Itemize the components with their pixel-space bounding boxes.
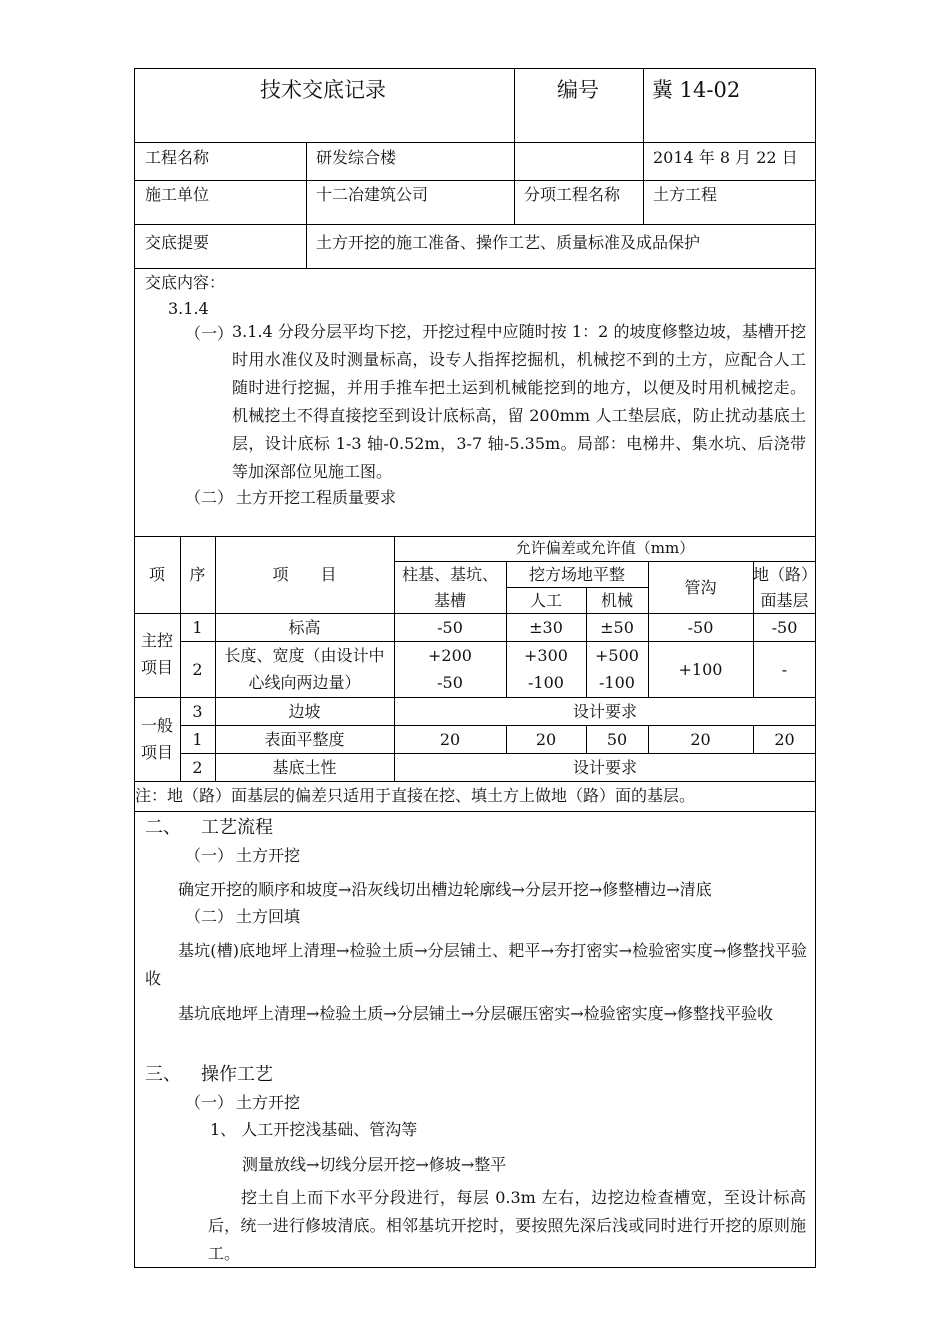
operation-item1: 1、 人工开挖浅基础、管沟等 (210, 1120, 418, 1139)
process-sub2: 土方回填 (236, 907, 301, 926)
operation-flow: 测量放线→切线分层开挖→修坡→整平 (242, 1155, 507, 1174)
row-cell: -50 (437, 673, 463, 692)
header-machine: 机械 (600, 591, 633, 610)
row-divider (134, 142, 816, 143)
contractor-label: 施工单位 (145, 185, 210, 204)
process-heading: 工艺流程 (201, 817, 273, 838)
row-item-line1: 长度、宽度（由设计中 (224, 646, 385, 665)
row-no: 2 (192, 660, 203, 679)
operation-sub1: 土方开挖 (236, 1093, 301, 1112)
row-cell: 20 (690, 730, 711, 749)
row-item: 边坡 (288, 702, 321, 721)
table-line (506, 587, 648, 588)
row-no: 2 (192, 758, 203, 777)
group-general-line1: 一般 (140, 716, 173, 735)
row-cell: -100 (528, 673, 564, 692)
process-sub2-marker: （二） (185, 907, 234, 926)
group-main-line1: 主控 (140, 631, 173, 650)
row-divider (134, 268, 816, 269)
table-bottom-line (134, 811, 816, 812)
row-divider (134, 180, 816, 181)
header-col1-line1: 柱基、基坑、 (401, 565, 498, 584)
process-flow-backfill-2: 基坑底地坪上清理→检验土质→分层铺土→分层碾压密实→检验密实度→修整找平验收 (178, 1004, 774, 1023)
content-label: 交底内容： (145, 273, 226, 292)
operation-heading-number: 三、 (145, 1064, 181, 1085)
number-value: 冀 14-02 (652, 78, 741, 102)
row-item-line2: 心线向两边量） (248, 673, 361, 692)
process-sub1-marker: （一） (185, 846, 234, 865)
operation-sub1-marker: （一） (185, 1093, 234, 1112)
col-divider (306, 142, 307, 268)
header-site-leveling: 挖方场地平整 (528, 565, 625, 584)
row-merged-cell: 设计要求 (572, 702, 637, 721)
row-cell: 20 (535, 730, 557, 749)
table-line (180, 641, 816, 642)
row-merged-cell: 设计要求 (572, 758, 637, 777)
row-cell: ±50 (600, 618, 634, 637)
document-title: 技术交底记录 (260, 78, 386, 102)
table-line (134, 781, 816, 782)
process-sub1: 土方开挖 (236, 846, 301, 865)
header-xu: 序 (189, 565, 206, 584)
subproject-value: 土方工程 (653, 185, 718, 204)
row-cell: +300 (524, 646, 568, 665)
process-flow-excavation: 确定开挖的顺序和坡度→沿灰线切出槽边轮廓线→分层开挖→修整槽边→清底 (178, 880, 712, 899)
header-xiang: 项 (148, 565, 165, 584)
header-pipe: 管沟 (684, 578, 717, 597)
item1-paragraph: 3.1.4 分段分层平均下挖，开挖过程中应随时按 1：2 的坡度修整边坡，基槽开挖时用水准仪及时测量标高，设专人指挥挖掘机，机械挖不到的土方，应配合人工随时进行挖掘，并用手推车把土运到机械能挖到的地方，以便及时用机械挖走。机械挖土不得直接挖至到设计底标高，留 200mm 人工垫层底，防止扰动基底土层，设计底标 1-3 轴-0.52m，3-7 轴-5.35m。局部：电梯井、集水坑、后浇带等加深部位见施工图。 (232, 322, 806, 481)
process-heading-number: 二、 (145, 817, 181, 838)
summary-label: 交底提要 (145, 233, 210, 252)
header-manual: 人工 (529, 591, 562, 610)
item2-text: 土方开挖工程质量要求 (236, 488, 397, 507)
item2-marker: （二） (185, 488, 234, 507)
subproject-label: 分项工程名称 (524, 185, 621, 204)
col-divider (514, 180, 515, 224)
row-item: 基底土性 (272, 758, 337, 777)
project-name-label: 工程名称 (145, 148, 210, 167)
operation-paragraph: 挖土自上而下水平分段进行，每层 0.3m 左右，边挖边检查槽宽，至设计标高后，统一进行修坡清底。相邻基坑开挖时，要按照先深后浅或同时进行开挖的原则施工。 (208, 1188, 806, 1263)
row-no: 3 (192, 702, 203, 721)
col-divider (643, 68, 644, 224)
row-cell: 50 (606, 730, 628, 749)
row-cell: ±30 (529, 618, 563, 637)
number-label: 编号 (557, 78, 599, 102)
header-item: 项 目 (272, 565, 337, 584)
row-no: 1 (192, 618, 203, 637)
row-no: 1 (192, 730, 203, 749)
row-cell: 20 (439, 730, 461, 749)
row-item: 表面平整度 (264, 730, 345, 749)
row-divider (134, 224, 816, 225)
process-flow-backfill-1: 基坑(槽)底地坪上清理→检验土质→分层铺土、耙平→夯打密实→检验密实度→修整找平验收 (145, 941, 807, 988)
table-line (180, 753, 816, 754)
table-line (180, 725, 816, 726)
item1-marker: （一） (185, 324, 234, 343)
header-road-line2: 面基层 (760, 591, 809, 610)
table-top-line (134, 536, 816, 537)
row-cell: -50 (437, 618, 463, 637)
row-cell: +100 (678, 660, 723, 679)
row-cell: -50 (687, 618, 714, 637)
row-cell: +500 (595, 646, 639, 665)
header-road-line1: 地（路） (753, 565, 818, 584)
table-line (134, 697, 816, 698)
date-value: 2014 年 8 月 22 日 (653, 148, 798, 167)
section-number: 3.1.4 (168, 299, 209, 318)
row-cell: +200 (428, 646, 472, 665)
summary-value: 土方开挖的施工准备、操作工艺、质量标准及成品保护 (316, 233, 701, 252)
table-line (134, 613, 816, 614)
project-name-value: 研发综合楼 (316, 148, 397, 167)
operation-heading: 操作工艺 (201, 1064, 273, 1085)
header-col1-line2: 基槽 (433, 591, 466, 610)
group-general-line2: 项目 (140, 743, 173, 762)
row-cell: -50 (771, 618, 798, 637)
header-tolerance: 允许偏差或允许值（mm） (515, 539, 695, 557)
col-divider (514, 68, 515, 180)
row-cell: 20 (774, 730, 795, 749)
row-cell: -100 (599, 673, 635, 692)
row-cell: - (781, 660, 788, 679)
table-note: 注：地（路）面基层的偏差只适用于直接在挖、填土方上做地（路）面的基层。 (135, 786, 696, 805)
contractor-value: 十二冶建筑公司 (316, 185, 429, 204)
group-main-line2: 项目 (140, 658, 173, 677)
row-item: 标高 (288, 618, 321, 637)
